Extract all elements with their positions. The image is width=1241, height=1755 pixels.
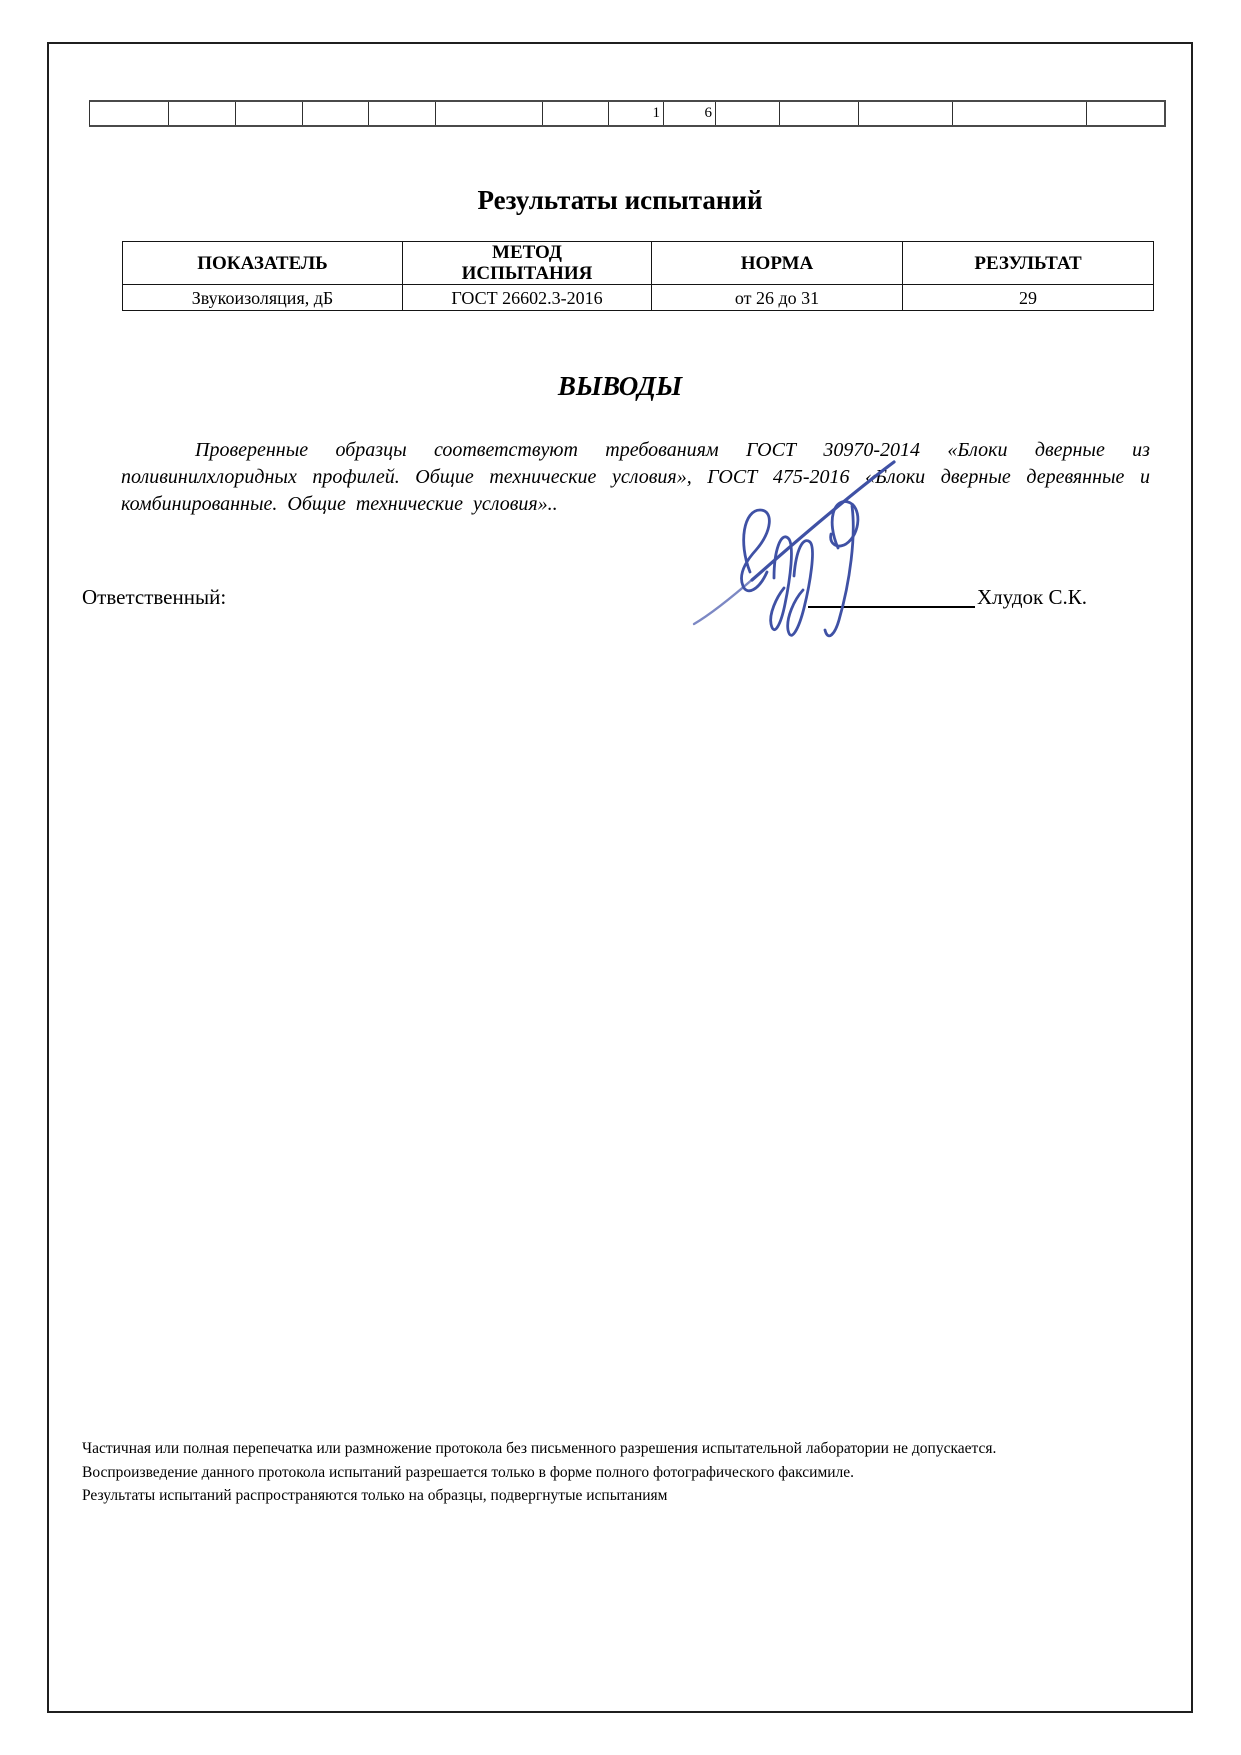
strip-cell-sheets-total: 6 [664,102,716,125]
strip-cell [543,102,609,125]
footer-line: Частичная или полная перепечатка или размножение протокола без письменного разрешения испытательной лаборатории не допускается. [82,1440,997,1457]
footer-note [82,1437,1022,1508]
strip-cell [169,102,236,125]
footer-line: Результаты испытаний распространяются только на образцы, подвергнутые испытаниям [82,1487,668,1504]
strip-cell [236,102,303,125]
signature-underline [808,589,975,608]
strip-cell [1087,102,1164,125]
strip-cell [953,102,1087,125]
strip-cell-sheet-number: 1 [609,102,664,125]
results-title: Результаты испытаний [477,185,763,215]
column-header-norm: НОРМА [652,242,903,285]
strip-cell [90,102,169,125]
conclusions-heading: ВЫВОДЫ [557,371,683,401]
responsible-label: Ответственный: [82,585,227,609]
strip-cell [859,102,953,125]
cell-indicator: Звукоизоляция, дБ [123,285,403,311]
strip-cell [369,102,436,125]
strip-cell [780,102,859,125]
top-strip-table [89,100,1166,127]
strip-cell [716,102,780,125]
column-header-result: РЕЗУЛЬТАТ [903,242,1154,285]
cell-result: 29 [903,285,1154,311]
conclusion-paragraph: Проверенные образцы соответствуют требованиям ГОСТ 30970-2014 «Блоки дверные из поливинилхлоридных профилей. Общие технические условия», ГОСТ 475-2016 «Блоки дверные деревянные и комбинированные. Общие технические условия».. [121,439,1150,515]
results-table [122,241,1154,311]
strip-cell [436,102,543,125]
footer-line: Воспроизведение данного протокола испытаний разрешается только в форме полного фотографического факсимиле. [82,1463,855,1481]
strip-cell [303,102,369,125]
results-table-header-row [123,242,1154,285]
column-header-method-label: МЕТОД ИСПЫТАНИЯ [461,242,593,284]
signatory-name: Хлудок С.К. [977,585,1087,609]
cell-method: ГОСТ 26602.3-2016 [403,285,652,311]
column-header-indicator: ПОКАЗАТЕЛЬ [123,242,403,285]
column-header-method [403,242,652,285]
cell-norm: от 26 до 31 [652,285,903,311]
table-row [123,285,1154,311]
